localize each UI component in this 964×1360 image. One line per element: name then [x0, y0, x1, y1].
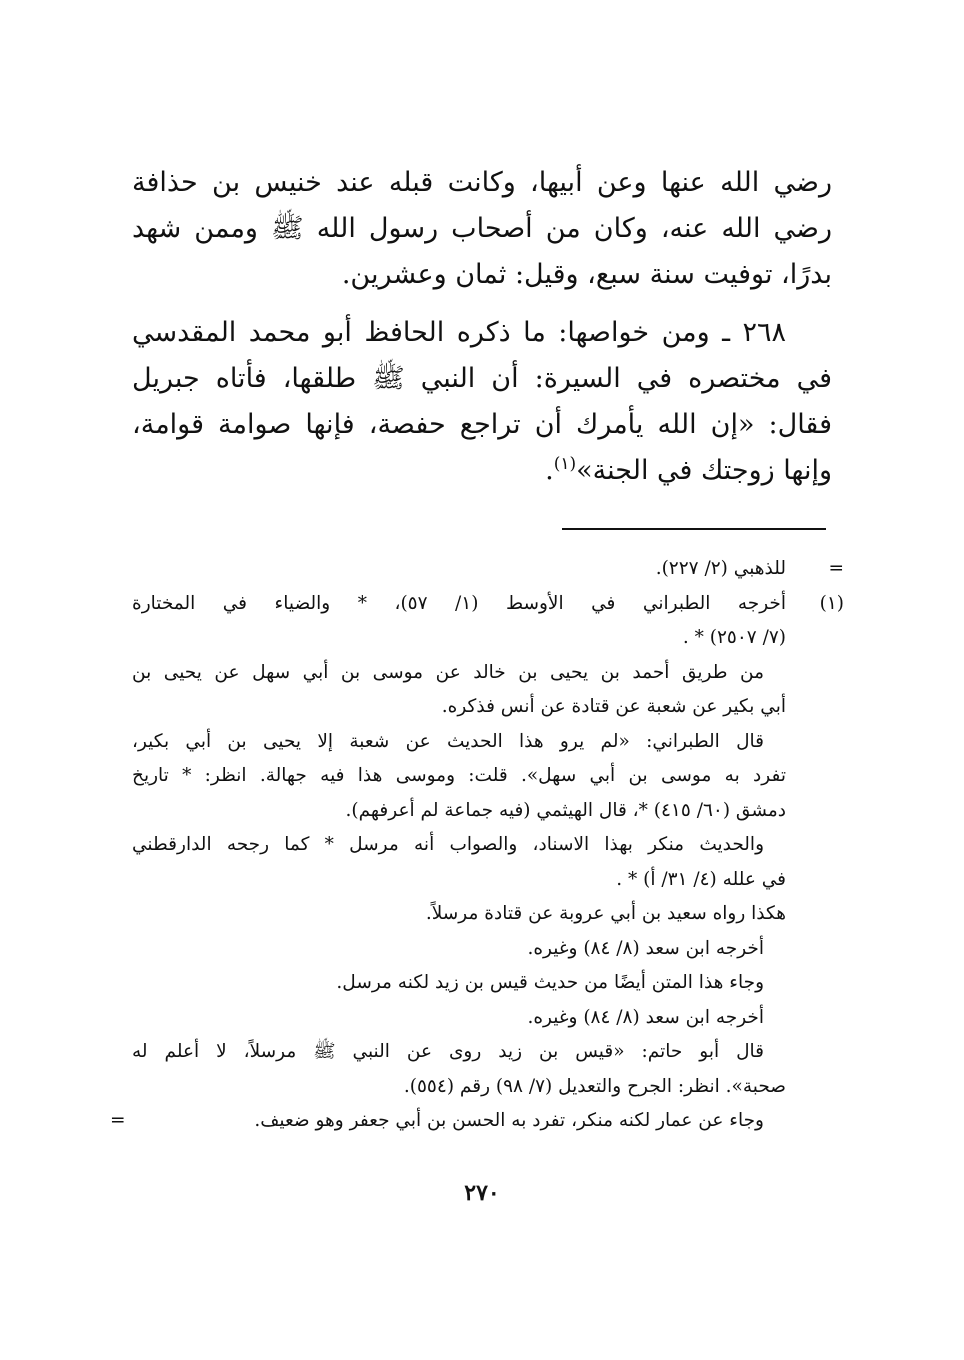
- footnote-1-line: في علله (٤/ ٣١/ أ) * .: [616, 868, 786, 890]
- continuation-mark: =: [110, 1110, 126, 1131]
- footnote-1-line: أخرجه ابن سعد (٨/ ٨٤) وغيره.: [527, 937, 764, 959]
- continuation-mark: =: [828, 558, 844, 579]
- footnotes: [110, 552, 844, 1139]
- footnote-1-line: دمشق (٦٠/ ٤١٥) *، قال الهيثمي (فيه جماعة لم أعرفهم).: [345, 799, 786, 821]
- footnote-1-line: والحديث منكر بهذا الاسناد، والصواب أنه مرسل * كما رجحه الدارقطني: [132, 834, 764, 855]
- footnote-1-line: تفرد به موسى بن أبي سهل». قلت: وموسى هذا فيه جهالة. انظر: * تاريخ: [132, 765, 786, 786]
- footnote-1-line: من طريق أحمد بن يحيى بن خالد عن موسى بن أبي سهل عن يحيى بن: [132, 661, 764, 683]
- footnote-number: (١): [819, 592, 844, 614]
- footnote-1-line: (٧/ ٢٥٠٧) * .: [682, 627, 786, 648]
- footnote-1-line: هكذا رواه سعيد بن أبي عروبة عن قتادة مرسلاً.: [425, 903, 786, 924]
- main-text: [132, 160, 832, 494]
- footnote-1-line: أخرجه ابن سعد (٨/ ٨٤) وغيره.: [527, 1006, 764, 1028]
- footnote-1-line: (١) أخرجه الطبراني في الأوسط (١/ ٥٧)، * والضياء في المختارة: [132, 587, 844, 622]
- footnote-separator: [562, 528, 826, 530]
- page-number: ٢٧٠: [464, 1180, 500, 1206]
- footnote-1-line: وجاء عن عمار لكنه منكر، تفرد به الحسن بن أبي جعفر وهو ضعيف. =: [132, 1104, 844, 1139]
- paragraph-268: [132, 310, 832, 494]
- footnote-reference: (١): [553, 454, 577, 474]
- footnote-1-line: أبي بكير عن شعبة عن قتادة عن أنس فذكره.: [441, 696, 786, 717]
- paragraph-1: رضي الله عنها وعن أبيها، وكانت قبله عند خنيس بن حذافة رضي الله عنه، وكان من أصحاب رسول الله ﷺ وممن شهد بدرًا، توفيت سنة سبع، وقيل: ثمان وعشرين.: [132, 167, 832, 290]
- footnote-1-line: وجاء هذا المتن أيضًا من حديث قيس بن زيد لكنه مرسل.: [336, 972, 764, 993]
- paragraph-end: .: [545, 455, 554, 486]
- footnote-1-line: صحبة». انظر: الجرح والتعديل (٧/ ٩٨) رقم (٥٥٤).: [403, 1075, 786, 1097]
- footnote-1-line: قال أبو حاتم: «قيس بن زيد روى عن النبي ﷺ مرسلاً، لا أعلم له: [132, 1041, 764, 1062]
- paragraph-268-text: ٢٦٨ ـ ومن خواصها: ما ذكره الحافظ أبو محمد المقدسي في مختصره في السيرة: أن النبي ﷺ طلقها، فأتاه جبريل فقال: «إن الله يأمرك أن تراجع حفصة، فإنها صوامة قوامة، وإنها زوجتك في الجنة»: [132, 317, 832, 486]
- footnote-1-line: قال الطبراني: «لم يرو هذا الحديث عن شعبة إلا يحيى بن أبي بكير،: [132, 730, 764, 752]
- footnote-continuation: = للذهبي (٢/ ٢٢٧).: [132, 552, 844, 587]
